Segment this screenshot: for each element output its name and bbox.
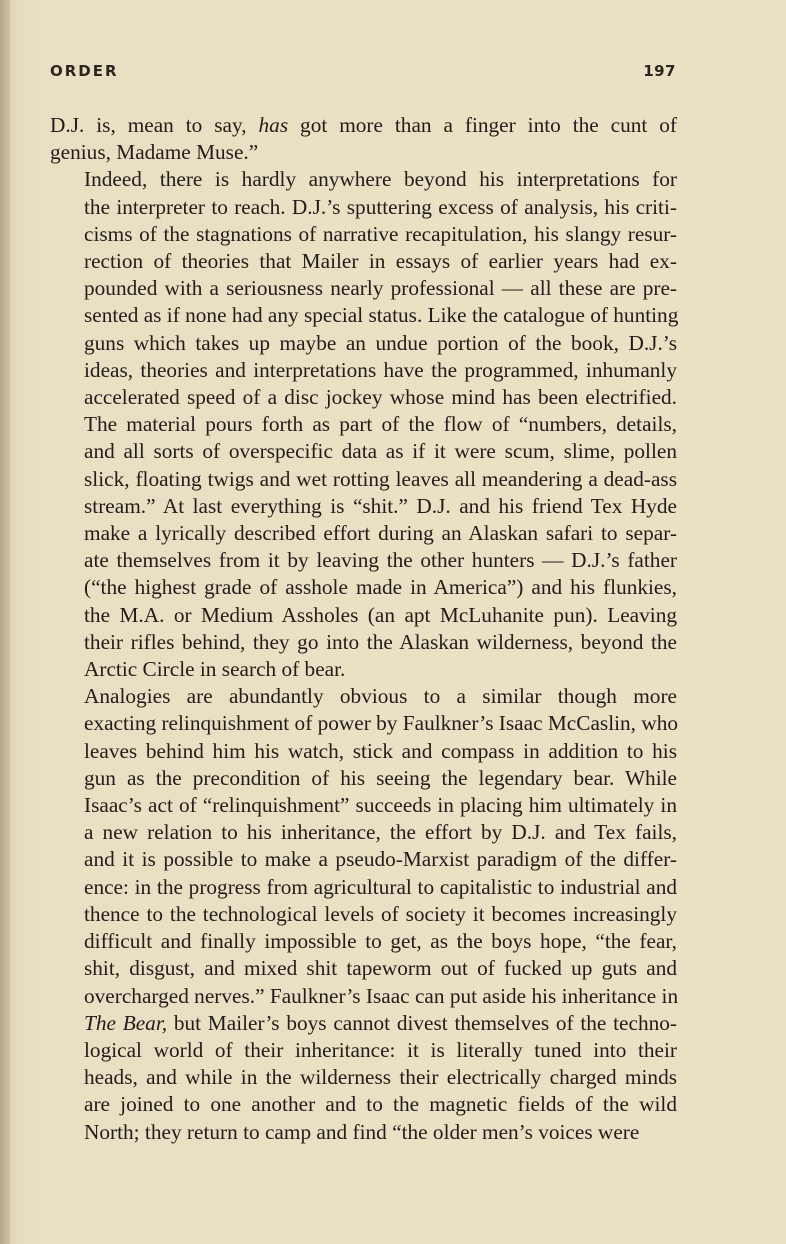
text-line bbox=[50, 1064, 677, 1091]
text-run: are joined to one another and to the magnetic fields of the wild bbox=[84, 1092, 677, 1117]
italic-run: has bbox=[258, 113, 289, 137]
text-line bbox=[50, 1119, 677, 1146]
paragraph bbox=[50, 112, 677, 166]
text-run: (“the highest grade of asshole made in America”) and his flunkies, bbox=[84, 575, 677, 600]
text-run: guns which takes up maybe an undue portion of the book, D.J.’s bbox=[84, 330, 677, 355]
text-run: ideas, theories and interpretations have the programmed, inhumanly bbox=[84, 357, 677, 382]
text-run: stream.” At last everything is “shit.” D.J. and his friend Tex Hyde bbox=[84, 493, 677, 518]
text-run: genius, Madame Muse.” bbox=[50, 140, 259, 165]
text-run: Analogies are abundantly obvious to a similar though more bbox=[84, 684, 677, 709]
text-run: exacting relinquishment of power by Faulkner’s Isaac McCaslin, who bbox=[84, 711, 679, 736]
text-run: leaves behind him his watch, stick and compass in addition to his bbox=[84, 738, 677, 763]
text-run: accelerated speed of a disc jockey whose mind has been electrified. bbox=[84, 385, 677, 410]
italic-run: The Bear, bbox=[84, 1010, 168, 1035]
text-line bbox=[50, 112, 677, 139]
text-line bbox=[50, 955, 677, 982]
paragraph bbox=[50, 166, 677, 683]
text-line bbox=[50, 357, 677, 384]
text-run: rection of theories that Mailer in essays of earlier years had ex- bbox=[84, 249, 677, 274]
text-line bbox=[50, 520, 677, 547]
text-line bbox=[50, 574, 677, 601]
text-run: ate themselves from it by leaving the other hunters — D.J.’s father bbox=[84, 548, 677, 573]
text-line bbox=[50, 874, 677, 901]
page-number: 197 bbox=[643, 62, 676, 80]
text-line bbox=[50, 656, 677, 683]
text-run: a new relation to his inheritance, the effort by D.J. and Tex fails, bbox=[84, 820, 677, 845]
text-line bbox=[50, 547, 677, 574]
text-run: North; they return to camp and find “the older men’s voices were bbox=[84, 1119, 640, 1144]
text-line bbox=[50, 928, 677, 955]
text-run: Isaac’s act of “relinquishment” succeeds in placing him ultimately in bbox=[84, 793, 677, 818]
text-run: their rifles behind, they go into the Alaskan wilderness, beyond the bbox=[84, 629, 677, 654]
text-run: the interpreter to reach. D.J.’s sputtering excess of analysis, his criti- bbox=[84, 194, 677, 219]
text-line bbox=[50, 1010, 677, 1037]
text-run: logical world of their inheritance: it is literally tuned into their bbox=[84, 1037, 677, 1062]
text-run: got more than a finger into the cunt of bbox=[288, 113, 678, 137]
text-run: Indeed, there is hardly anywhere beyond his interpretations for bbox=[84, 167, 677, 192]
body-text bbox=[50, 112, 677, 1146]
text-run: cisms of the stagnations of narrative recapitulation, his slangy resur- bbox=[84, 221, 677, 246]
page-gutter bbox=[0, 0, 10, 1244]
text-line bbox=[50, 139, 677, 166]
text-run: the M.A. or Medium Assholes (an apt McLuhanite pun). Leaving bbox=[84, 602, 677, 627]
text-line bbox=[50, 792, 677, 819]
text-line bbox=[50, 248, 677, 275]
text-line bbox=[50, 330, 677, 357]
text-line bbox=[50, 602, 677, 629]
text-line bbox=[50, 846, 677, 873]
text-line bbox=[50, 1091, 677, 1118]
text-run: but Mailer’s boys cannot divest themselves of the techno- bbox=[167, 1010, 678, 1035]
paragraph bbox=[50, 683, 677, 1145]
text-line bbox=[50, 765, 677, 792]
text-run: and it is possible to make a pseudo-Marxist paradigm of the differ- bbox=[84, 847, 677, 872]
text-line bbox=[50, 194, 677, 221]
text-run: ence: in the progress from agricultural to capitalistic to industrial and bbox=[84, 874, 677, 899]
text-line bbox=[50, 493, 677, 520]
text-line bbox=[50, 466, 677, 493]
text-run: heads, and while in the wilderness their electrically charged minds bbox=[84, 1065, 677, 1090]
text-line bbox=[50, 438, 677, 465]
text-run: sented as if none had any special status. Like the catalogue of hunting bbox=[84, 303, 679, 328]
text-run: pounded with a seriousness nearly professional — all these are pre- bbox=[84, 276, 677, 301]
text-run: thence to the technological levels of society it becomes increasingly bbox=[84, 901, 677, 926]
text-line bbox=[50, 166, 677, 193]
text-run: gun as the precondition of his seeing the legendary bear. While bbox=[84, 765, 677, 790]
text-line bbox=[50, 221, 677, 248]
text-line bbox=[50, 901, 677, 928]
text-line bbox=[50, 738, 677, 765]
text-line bbox=[50, 411, 677, 438]
text-line bbox=[50, 683, 677, 710]
running-head bbox=[50, 62, 676, 86]
text-line bbox=[50, 302, 677, 329]
running-head-section: ORDER bbox=[50, 62, 119, 80]
text-run: shit, disgust, and mixed shit tapeworm out of fucked up guts and bbox=[84, 956, 677, 981]
text-line bbox=[50, 1037, 677, 1064]
text-line bbox=[50, 629, 677, 656]
text-run: slick, floating twigs and wet rotting leaves all meandering a dead-ass bbox=[84, 466, 677, 491]
text-run: Arctic Circle in search of bear. bbox=[84, 657, 346, 682]
text-line bbox=[50, 275, 677, 302]
text-line bbox=[50, 384, 677, 411]
text-line bbox=[50, 710, 677, 737]
text-line bbox=[50, 819, 677, 846]
text-run: make a lyrically described effort during an Alaskan safari to separ- bbox=[84, 521, 677, 546]
text-run: difficult and finally impossible to get, as the boys hope, “the fear, bbox=[84, 929, 677, 954]
text-run: The material pours forth as part of the flow of “numbers, details, bbox=[84, 412, 677, 437]
text-line bbox=[50, 983, 677, 1010]
text-run: and all sorts of overspecific data as if it were scum, slime, pollen bbox=[84, 439, 677, 464]
text-run: overcharged nerves.” Faulkner’s Isaac can put aside his inheritance in bbox=[84, 983, 679, 1008]
text-run: D.J. is, mean to say, bbox=[50, 113, 259, 137]
